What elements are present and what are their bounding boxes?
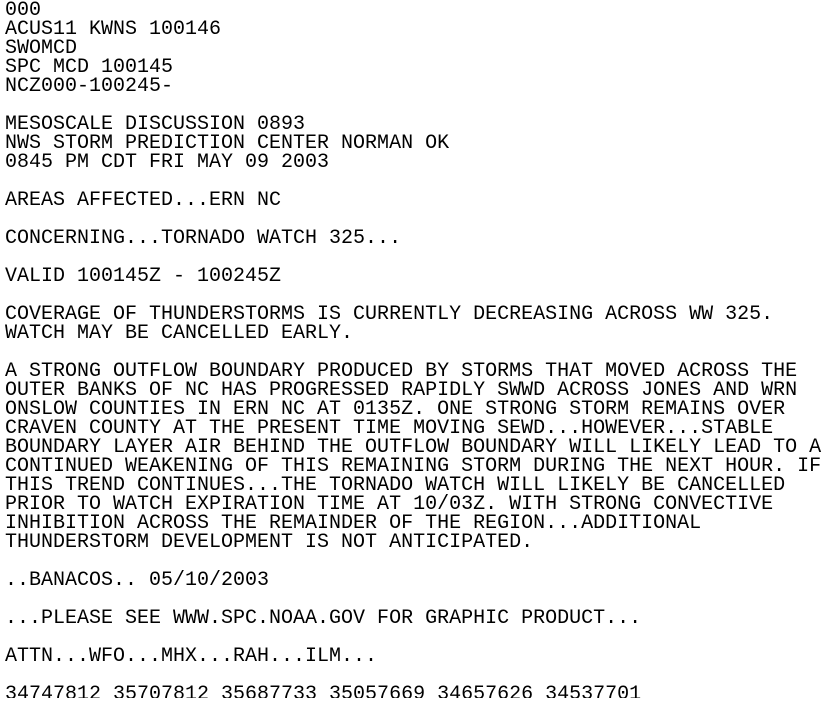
valid-time: VALID 100145Z - 100245Z xyxy=(5,265,282,288)
forecaster-signature: ..BANACOS.. 05/10/2003 xyxy=(5,569,270,592)
mesoscale-discussion-text xyxy=(5,1,826,698)
concerning-line: CONCERNING...TORNADO WATCH 325... xyxy=(5,227,402,250)
discussion-line: OUTER BANKS OF NC HAS PROGRESSED RAPIDLY SWWD ACROSS JONES AND WRN xyxy=(5,379,798,402)
header-line: SPC MCD 100145 xyxy=(5,56,174,79)
discussion-line: BOUNDARY LAYER AIR BEHIND THE OUTFLOW BOUNDARY WILL LIKELY LEAD TO A xyxy=(5,436,822,459)
title-line: MESOSCALE DISCUSSION 0893 xyxy=(5,113,306,136)
discussion-line: ONSLOW COUNTIES IN ERN NC AT 0135Z. ONE STRONG STORM REMAINS OVER xyxy=(5,398,786,421)
title-line: 0845 PM CDT FRI MAY 09 2003 xyxy=(5,151,330,174)
discussion-line: CONTINUED WEAKENING OF THIS REMAINING STORM DURING THE NEXT HOUR. IF xyxy=(5,455,822,478)
discussion-line: THUNDERSTORM DEVELOPMENT IS NOT ANTICIPATED. xyxy=(5,531,534,554)
graphic-product-note: ...PLEASE SEE WWW.SPC.NOAA.GOV FOR GRAPHIC PRODUCT... xyxy=(5,607,642,630)
discussion-line: PRIOR TO WATCH EXPIRATION TIME AT 10/03Z. WITH STRONG CONVECTIVE xyxy=(5,493,774,516)
discussion-line: INHIBITION ACROSS THE REMAINDER OF THE REGION...ADDITIONAL xyxy=(5,512,702,535)
summary-line: COVERAGE OF THUNDERSTORMS IS CURRENTLY DECREASING ACROSS WW 325. xyxy=(5,303,774,326)
discussion-line: A STRONG OUTFLOW BOUNDARY PRODUCED BY STORMS THAT MOVED ACROSS THE xyxy=(5,360,798,383)
lat-lon-coordinates: 34747812 35707812 35687733 35057669 34657626 34537701 xyxy=(5,683,642,698)
areas-affected: AREAS AFFECTED...ERN NC xyxy=(5,189,282,212)
header-line: 000 xyxy=(5,1,42,22)
title-line: NWS STORM PREDICTION CENTER NORMAN OK xyxy=(5,132,450,155)
discussion-line: THIS TREND CONTINUES...THE TORNADO WATCH WILL LIKELY BE CANCELLED xyxy=(5,474,786,497)
attn-offices: ATTN...WFO...MHX...RAH...ILM... xyxy=(5,645,378,668)
header-line: SWOMCD xyxy=(5,37,78,60)
summary-line: WATCH MAY BE CANCELLED EARLY. xyxy=(5,322,354,345)
header-line: ACUS11 KWNS 100146 xyxy=(5,18,222,41)
discussion-line: CRAVEN COUNTY AT THE PRESENT TIME MOVING SEWD...HOWEVER...STABLE xyxy=(5,417,774,440)
header-line: NCZ000-100245- xyxy=(5,75,174,98)
